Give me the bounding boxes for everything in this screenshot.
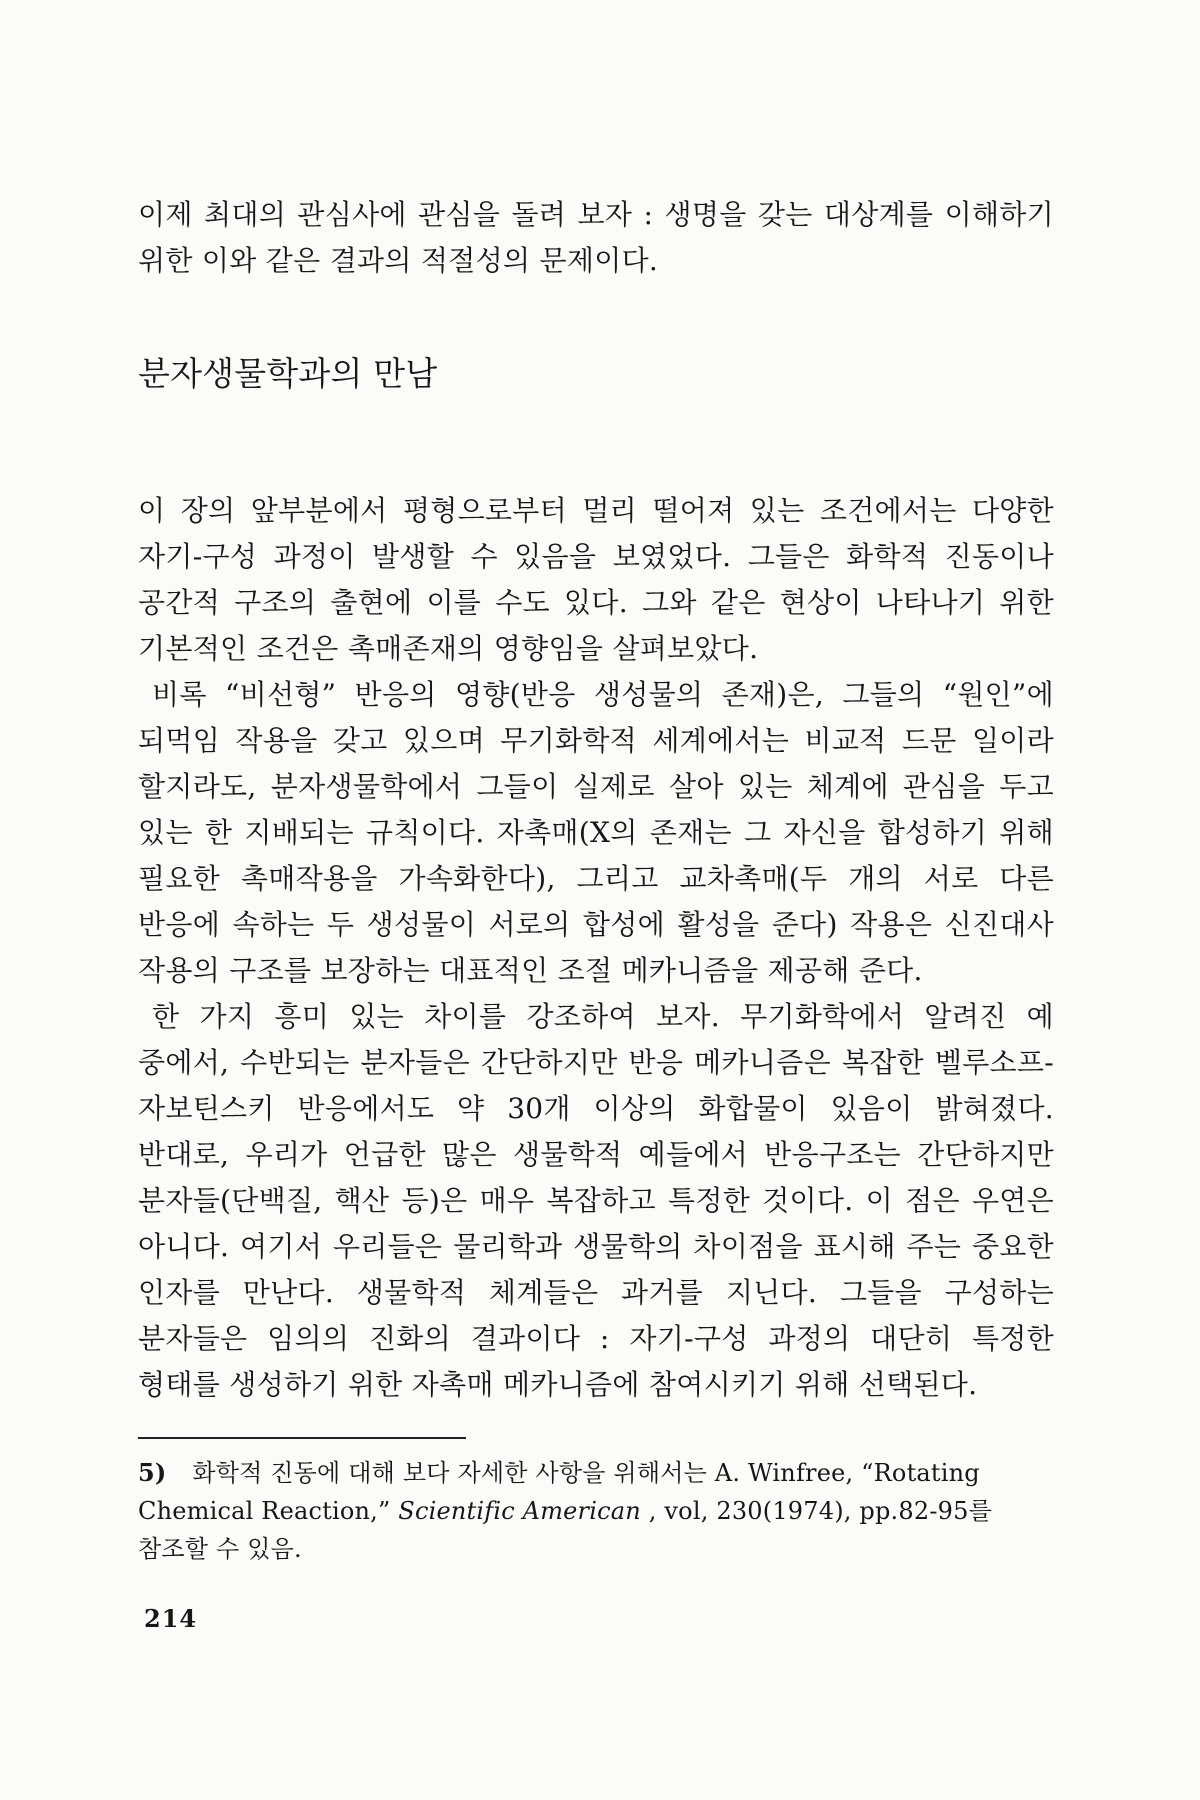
footnote-divider <box>138 1437 466 1439</box>
section-heading: 분자생물학과의 만남 <box>138 354 438 393</box>
footnote-publication-title: Scientific American <box>398 1497 641 1525</box>
body-text <box>138 488 1054 1408</box>
footnote <box>138 1454 1056 1568</box>
body-paragraph-3: 한 가지 흥미 있는 차이를 강조하여 보자. 무기화학에서 알려진 예 중에서, 수반되는 분자들은 간단하지만 반응 메카니즘은 복잡한 벨루소프-자보틴스키 반응에서도 약 30개 이상의 화합물이 있음이 밝혀졌다. 반대로, 우리가 언급한 많은 생물학적 예들에서 반응구조는 간단하지만 분자들(단백질, 핵산 등)은 매우 복잡하고 특정한 것이다. 이 점은 우연은 아니다. 여기서 우리들은 물리학과 생물학의 차이점을 표시해 주는 중요한 인자를 만난다. 생물학적 체계들은 과거를 지닌다. 그들을 구성하는 분자들은 임의의 진화의 결과이다 : 자기-구성 과정의 대단히 특정한 형태를 생성하기 위한 자촉매 메카니즘에 참여시키기 위해 선택된다. <box>138 1000 1054 1401</box>
footnote-number: 5) <box>138 1458 167 1487</box>
page-number: 214 <box>144 1604 198 1633</box>
body-paragraph-2: 비록 “비선형” 반응의 영향(반응 생성물의 존재)은, 그들의 “원인”에 되먹임 작용을 갖고 있으며 무기화학적 세계에서는 비교적 드문 일이라 할지라도, 분자생물학에서 그들이 실제로 살아 있는 체계에 관심을 두고 있는 한 지배되는 규칙이다. 자촉매(X의 존재는 그 자신을 합성하기 위해 필요한 촉매작용을 가속화한다), 그리고 교차촉매(두 개의 서로 다른 반응에 속하는 두 생성물이 서로의 합성에 활성을 준다) 작용은 신진대사 작용의 구조를 보장하는 대표적인 조절 메카니즘을 제공해 준다. <box>138 678 1054 987</box>
footnote-text: 화학적 진동에 대해 보다 자세한 사항을 위해서는 A. Winfree, “Rotating Chemical Reaction,” <box>138 1459 980 1525</box>
footnote-reference-details: , vol, 230(1974), pp.82-95를 참조할 수 있음. <box>138 1497 992 1563</box>
intro-paragraph: 이제 최대의 관심사에 관심을 돌려 보자 : 생명을 갖는 대상계를 이해하기 위한 이와 같은 결과의 적절성의 문제이다. <box>138 198 1054 277</box>
body-paragraph-1: 이 장의 앞부분에서 평형으로부터 멀리 떨어져 있는 조건에서는 다양한 자기-구성 과정이 발생할 수 있음을 보였었다. 그들은 화학적 진동이나 공간적 구조의 출현에 이를 수도 있다. 그와 같은 현상이 나타나기 위한 기본적인 조건은 촉매존재의 영향임을 살펴보았다. <box>138 494 1054 665</box>
